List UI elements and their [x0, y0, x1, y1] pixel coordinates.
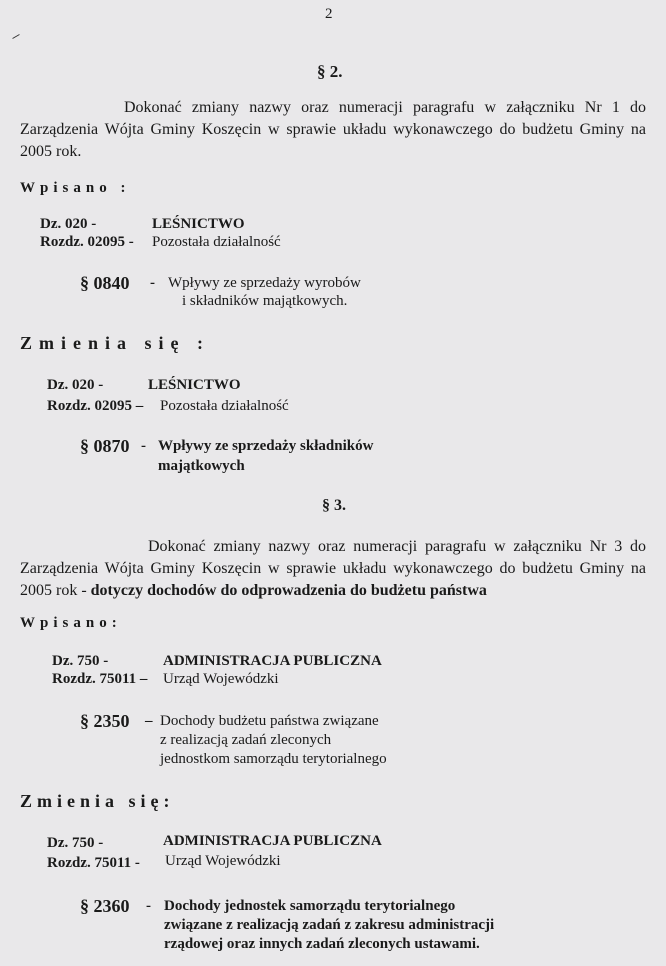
rozdz-name: Urząd Wojewódzki	[165, 853, 281, 869]
rozdz-label: Rozdz. 75011 –	[52, 671, 148, 687]
paragraph-title-line: majątkowych	[158, 458, 245, 474]
dz-label: Dz. 020 -	[40, 216, 97, 232]
paragraph-title-line: Wpływy ze sprzedaży składników	[158, 438, 374, 454]
paragraph-title-line: rządowej oraz innych zadań zleconych ustawami.	[164, 936, 480, 952]
paragraph-title-line: związane z realizacją zadań z zakresu administracji	[164, 917, 495, 933]
zmienia-label-2: Zmienia się:	[20, 791, 175, 811]
zmienia-label-1: Zmienia się :	[20, 333, 210, 353]
dz-label: Dz. 750 -	[52, 653, 109, 669]
rozdz-label: Rozdz. 02095 –	[47, 398, 144, 414]
paragraph-title-line: Wpływy ze sprzedaży wyrobów	[168, 275, 361, 291]
paragraph-dash: -	[150, 275, 155, 291]
rozdz-label: Rozdz. 02095 -	[40, 234, 134, 250]
rozdz-name: Pozostała działalność	[160, 398, 289, 414]
section-3-heading: § 3.	[322, 497, 346, 514]
dz-name: LEŚNICTWO	[152, 216, 245, 232]
dz-name: ADMINISTRACJA PUBLICZNA	[163, 653, 382, 669]
rozdz-label: Rozdz. 75011 -	[47, 855, 140, 871]
dz-name: LEŚNICTWO	[148, 377, 241, 393]
rozdz-name: Pozostała działalność	[152, 234, 281, 250]
wpisano-label-2: Wpisano:	[20, 615, 122, 631]
paragraph-dash: -	[141, 438, 146, 454]
section-2-heading: § 2.	[317, 62, 343, 81]
section-3-paragraph-text: Dokonać zmiany nazwy oraz numeracji paragrafu w załączniku Nr 3 do Zarządzenia Wójta Gminy Koszęcin w sprawie układu wykonawczego do budżetu Gminy na 2005 rok -	[20, 538, 646, 599]
paragraph-number: § 2350	[80, 711, 130, 731]
wpisano-label-1: Wpisano :	[20, 180, 131, 196]
paragraph-dash: –	[145, 713, 153, 729]
section-3-paragraph	[20, 536, 646, 602]
page-number: 2	[325, 6, 333, 22]
dz-name: ADMINISTRACJA PUBLICZNA	[163, 833, 382, 849]
pen-mark	[12, 34, 19, 39]
dz-label: Dz. 750 -	[47, 835, 104, 851]
paragraph-number: § 0840	[80, 273, 130, 293]
section-2-paragraph: Dokonać zmiany nazwy oraz numeracji paragrafu w załączniku Nr 1 do Zarządzenia Wójta Gminy Koszęcin w sprawie układu wykonawczego do budżetu Gminy na 2005 rok.	[20, 99, 646, 160]
section-3-paragraph-bold: dotyczy dochodów do odprowadzenia do budżetu państwa	[90, 582, 487, 599]
paragraph-number: § 2360	[80, 896, 130, 916]
paragraph-number: § 0870	[80, 436, 130, 456]
rozdz-name: Urząd Wojewódzki	[163, 671, 279, 687]
paragraph-title-line: Dochody budżetu państwa związane	[160, 713, 379, 729]
paragraph-title-line: Dochody jednostek samorządu terytorialnego	[164, 898, 456, 914]
paragraph-title-line: i składników majątkowych.	[182, 293, 348, 309]
paragraph-dash: -	[146, 898, 151, 914]
paragraph-title-line: z realizacją zadań zleconych	[160, 732, 332, 748]
dz-label: Dz. 020 -	[47, 377, 104, 393]
paragraph-title-line: jednostkom samorządu terytorialnego	[160, 751, 387, 767]
